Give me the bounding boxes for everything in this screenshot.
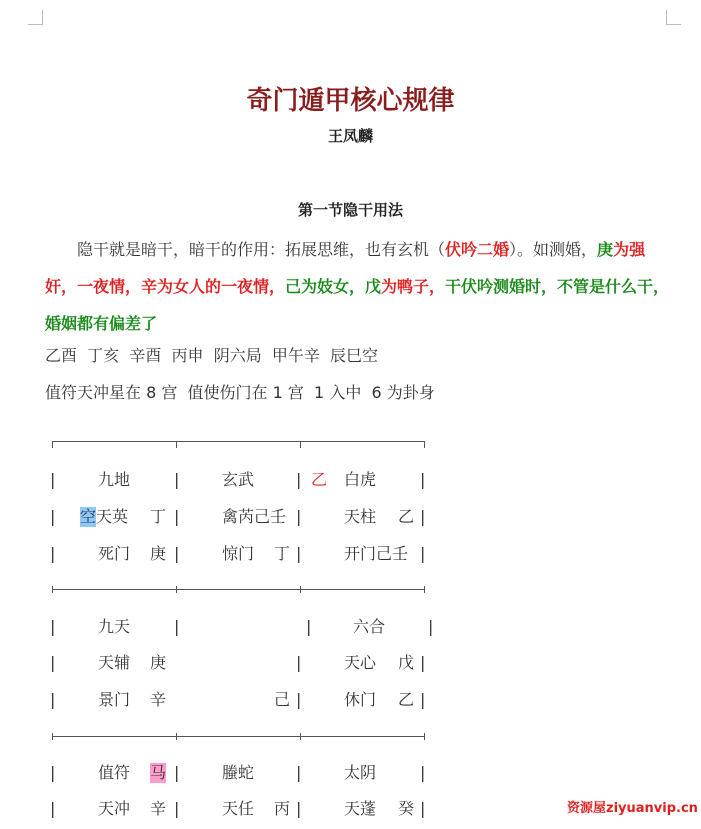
paragraph-run: ）。如测婚， — [509, 240, 598, 259]
paragraph-run-green: 庚 — [597, 240, 614, 259]
chart-lower-rule — [52, 736, 424, 737]
door-jingmen-view: 景门 — [98, 690, 131, 709]
rule-tick — [300, 441, 301, 448]
deity-jiutian: 九天 — [98, 617, 131, 636]
ganzhi-line: 乙酉 丁亥 辛酉 丙申 阴六局 甲午辛 辰巳空 — [45, 346, 379, 365]
cell-divider: | — [50, 470, 56, 489]
page-corner-mark-right — [666, 10, 681, 25]
deity-taiyin: 太阴 — [344, 763, 377, 782]
cell-divider: | — [174, 763, 180, 782]
cell-divider: | — [296, 470, 302, 489]
deity-baihu: 白虎 — [344, 470, 377, 489]
author-name: 王凤麟 — [327, 127, 373, 145]
rule-tick — [424, 733, 425, 740]
stem: 辛 — [150, 690, 167, 709]
star-tianchong: 天冲 — [98, 799, 131, 818]
cell-divider: | — [50, 507, 56, 526]
cell-divider: | — [50, 799, 56, 818]
stem: 癸 — [398, 799, 415, 818]
rule-tick — [52, 586, 53, 593]
star-tianzhu: 天柱 — [344, 507, 377, 526]
cell-divider: | — [296, 799, 302, 818]
rule-tick — [176, 733, 177, 740]
cell-divider: | — [174, 617, 180, 636]
deity-jiudi: 九地 — [98, 470, 131, 489]
deity-tengshe: 螣蛇 — [222, 763, 255, 782]
stem: 丙 — [274, 799, 291, 818]
star-tianpeng: 天蓬 — [344, 799, 377, 818]
cell-divider: | — [50, 763, 56, 782]
cell-divider: | — [420, 470, 426, 489]
paragraph-run: 隐干就是暗干，暗干的作用：拓展思维，也有玄机（ — [77, 240, 446, 259]
palace-info-line: 值符天冲星在 8 宫 值使伤门在 1 宫 1 入中 6 为卦身 — [45, 383, 435, 402]
rule-tick — [176, 586, 177, 593]
star-tianying: 天英 — [96, 507, 129, 526]
chart-middle-rule — [52, 589, 424, 590]
star-qinrui: 禽芮己壬 — [222, 507, 287, 526]
door-jingmen: 惊门 — [222, 544, 255, 563]
door-xiumen: 休门 — [344, 690, 377, 709]
chart-top-rule — [52, 441, 424, 442]
horse-mark: 马 — [150, 763, 167, 782]
kong-mark: 空 — [80, 507, 97, 526]
cell-divider: | — [50, 617, 56, 636]
stem: 丁 — [150, 507, 167, 526]
deity-xuanwu: 玄武 — [222, 470, 255, 489]
cell-divider: | — [420, 544, 426, 563]
star-tianfu: 天辅 — [98, 653, 131, 672]
body-paragraph — [45, 231, 671, 342]
stem: 己 — [274, 690, 291, 709]
cell-divider: | — [174, 544, 180, 563]
door-simen: 死门 — [98, 544, 131, 563]
stem: 乙 — [398, 690, 415, 709]
cell-divider: | — [296, 507, 302, 526]
door-kaimen: 开门己壬 — [344, 544, 409, 563]
cell-divider: | — [420, 799, 426, 818]
rule-tick — [424, 441, 425, 448]
site-watermark: 资源屋ziyuanvip.cn — [567, 801, 698, 816]
cell-divider: | — [50, 690, 56, 709]
cell-divider: | — [296, 690, 302, 709]
cell-divider: | — [420, 653, 426, 672]
paragraph-run-red: 伏吟二婚 — [445, 240, 510, 259]
cell-divider: | — [420, 507, 426, 526]
rule-tick — [424, 586, 425, 593]
cell-divider: | — [174, 470, 180, 489]
cell-divider: | — [296, 763, 302, 782]
deity-zhifu: 值符 — [98, 763, 131, 782]
star-tianxin: 天心 — [344, 653, 377, 672]
star-tianren: 天任 — [222, 799, 255, 818]
page-corner-mark-left — [28, 10, 43, 25]
rule-tick — [300, 733, 301, 740]
cell-divider: | — [428, 617, 434, 636]
cell-divider: | — [420, 763, 426, 782]
cell-divider: | — [296, 653, 302, 672]
section-title: 第一节隐干用法 — [297, 201, 403, 219]
paragraph-run-green: 己为妓女，戊 — [285, 277, 382, 296]
cell-divider: | — [174, 799, 180, 818]
paragraph-run-red: 为鸭子， — [381, 277, 446, 296]
stem: 庚 — [150, 653, 167, 672]
stem: 辛 — [150, 799, 167, 818]
document-title: 奇门遁甲核心规律 — [246, 86, 455, 116]
cell-divider: | — [296, 544, 302, 563]
cell-divider: | — [174, 507, 180, 526]
hidden-stem-mark: 乙 — [311, 470, 328, 489]
rule-tick — [52, 441, 53, 448]
rule-tick — [52, 733, 53, 740]
rule-tick — [176, 441, 177, 448]
deity-liuhe: 六合 — [353, 617, 386, 636]
stem: 丁 — [274, 544, 291, 563]
stem: 庚 — [150, 544, 167, 563]
stem: 戊 — [398, 653, 415, 672]
cell-divider: | — [420, 690, 426, 709]
paragraph-run-red: 为强奸，一夜情，辛为女人的一夜情， — [45, 240, 646, 296]
rule-tick — [300, 586, 301, 593]
paragraph-run-green: 干伏吟测婚时，不管是什么干，婚姻都有偏差了 — [45, 277, 670, 333]
stem: 乙 — [398, 507, 415, 526]
cell-divider: | — [306, 617, 312, 636]
cell-divider: | — [50, 653, 56, 672]
cell-divider: | — [50, 544, 56, 563]
